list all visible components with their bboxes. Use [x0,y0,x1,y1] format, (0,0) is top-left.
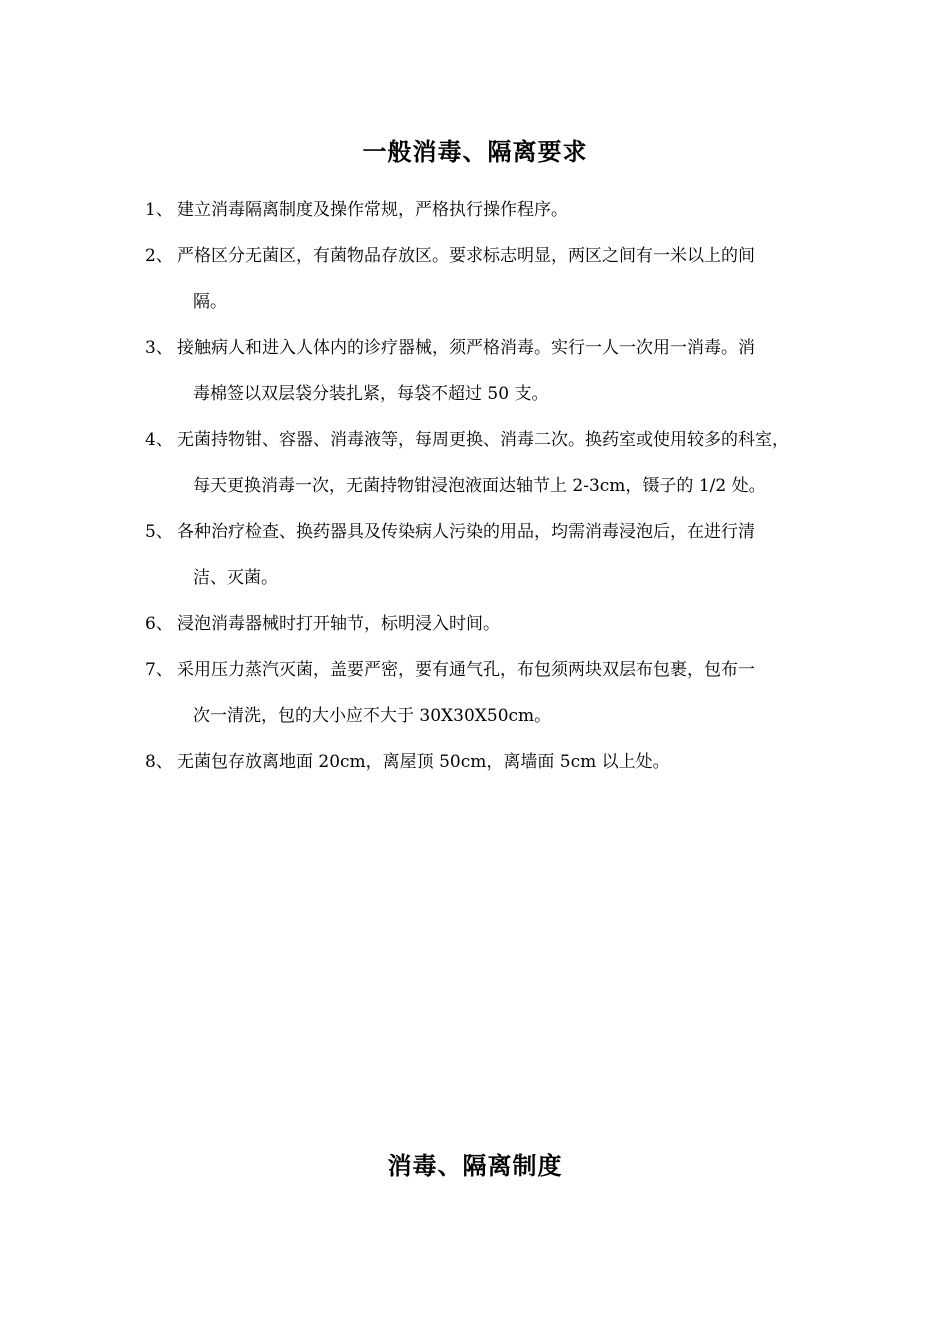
item-text: 无菌持物钳、容器、消毒液等，每周更换、消毒二次。换药室或使用较多的科室， [177,430,789,450]
item-number: 3、 [145,338,173,358]
item-number: 8、 [145,752,173,772]
item-number: 7、 [145,660,173,680]
document-title: 一般消毒、隔离要求 [362,137,588,166]
item-text: 建立消毒隔离制度及操作常规，严格执行操作程序。 [177,200,568,220]
item-text-continued: 每天更换消毒一次，无菌持物钳浸泡液面达轴节上 2-3cm，镊子的 1/2 处。 [193,476,766,496]
list-item [145,428,835,499]
list-item [145,244,835,315]
list-item [145,612,835,637]
item-text: 严格区分无菌区，有菌物品存放区。要求标志明显，两区之间有一米以上的间 [177,246,755,266]
item-text: 无菌包存放离地面 20cm，离屋顶 50cm，离墙面 5cm 以上处。 [177,752,670,772]
list-item [145,336,835,407]
item-text: 采用压力蒸汽灭菌，盖要严密，要有通气孔，布包须两块双层布包裹，包布一 [177,660,755,680]
item-text: 接触病人和进入人体内的诊疗器械，须严格消毒。实行一人一次用一消毒。消 [177,338,755,358]
requirements-list [145,198,835,775]
list-item [145,658,835,729]
item-number: 2、 [145,246,173,266]
list-item [145,520,835,591]
item-text-continued: 洁、灭菌。 [193,568,278,588]
item-text-continued: 毒棉签以双层袋分装扎紧，每袋不超过 50 支。 [193,384,549,404]
section-title: 消毒、隔离制度 [387,1151,563,1180]
item-text: 浸泡消毒器械时打开轴节，标明浸入时间。 [177,614,500,634]
item-text: 各种治疗检查、换药器具及传染病人污染的用品，均需消毒浸泡后，在进行清 [177,522,755,542]
item-number: 1、 [145,200,173,220]
item-number: 4、 [145,430,173,450]
list-item [145,750,835,775]
item-text-continued: 次一清洗，包的大小应不大于 30X30X50cm。 [193,706,552,726]
list-item [145,198,835,223]
item-text-continued: 隔。 [193,292,227,312]
item-number: 5、 [145,522,173,542]
item-number: 6、 [145,614,173,634]
